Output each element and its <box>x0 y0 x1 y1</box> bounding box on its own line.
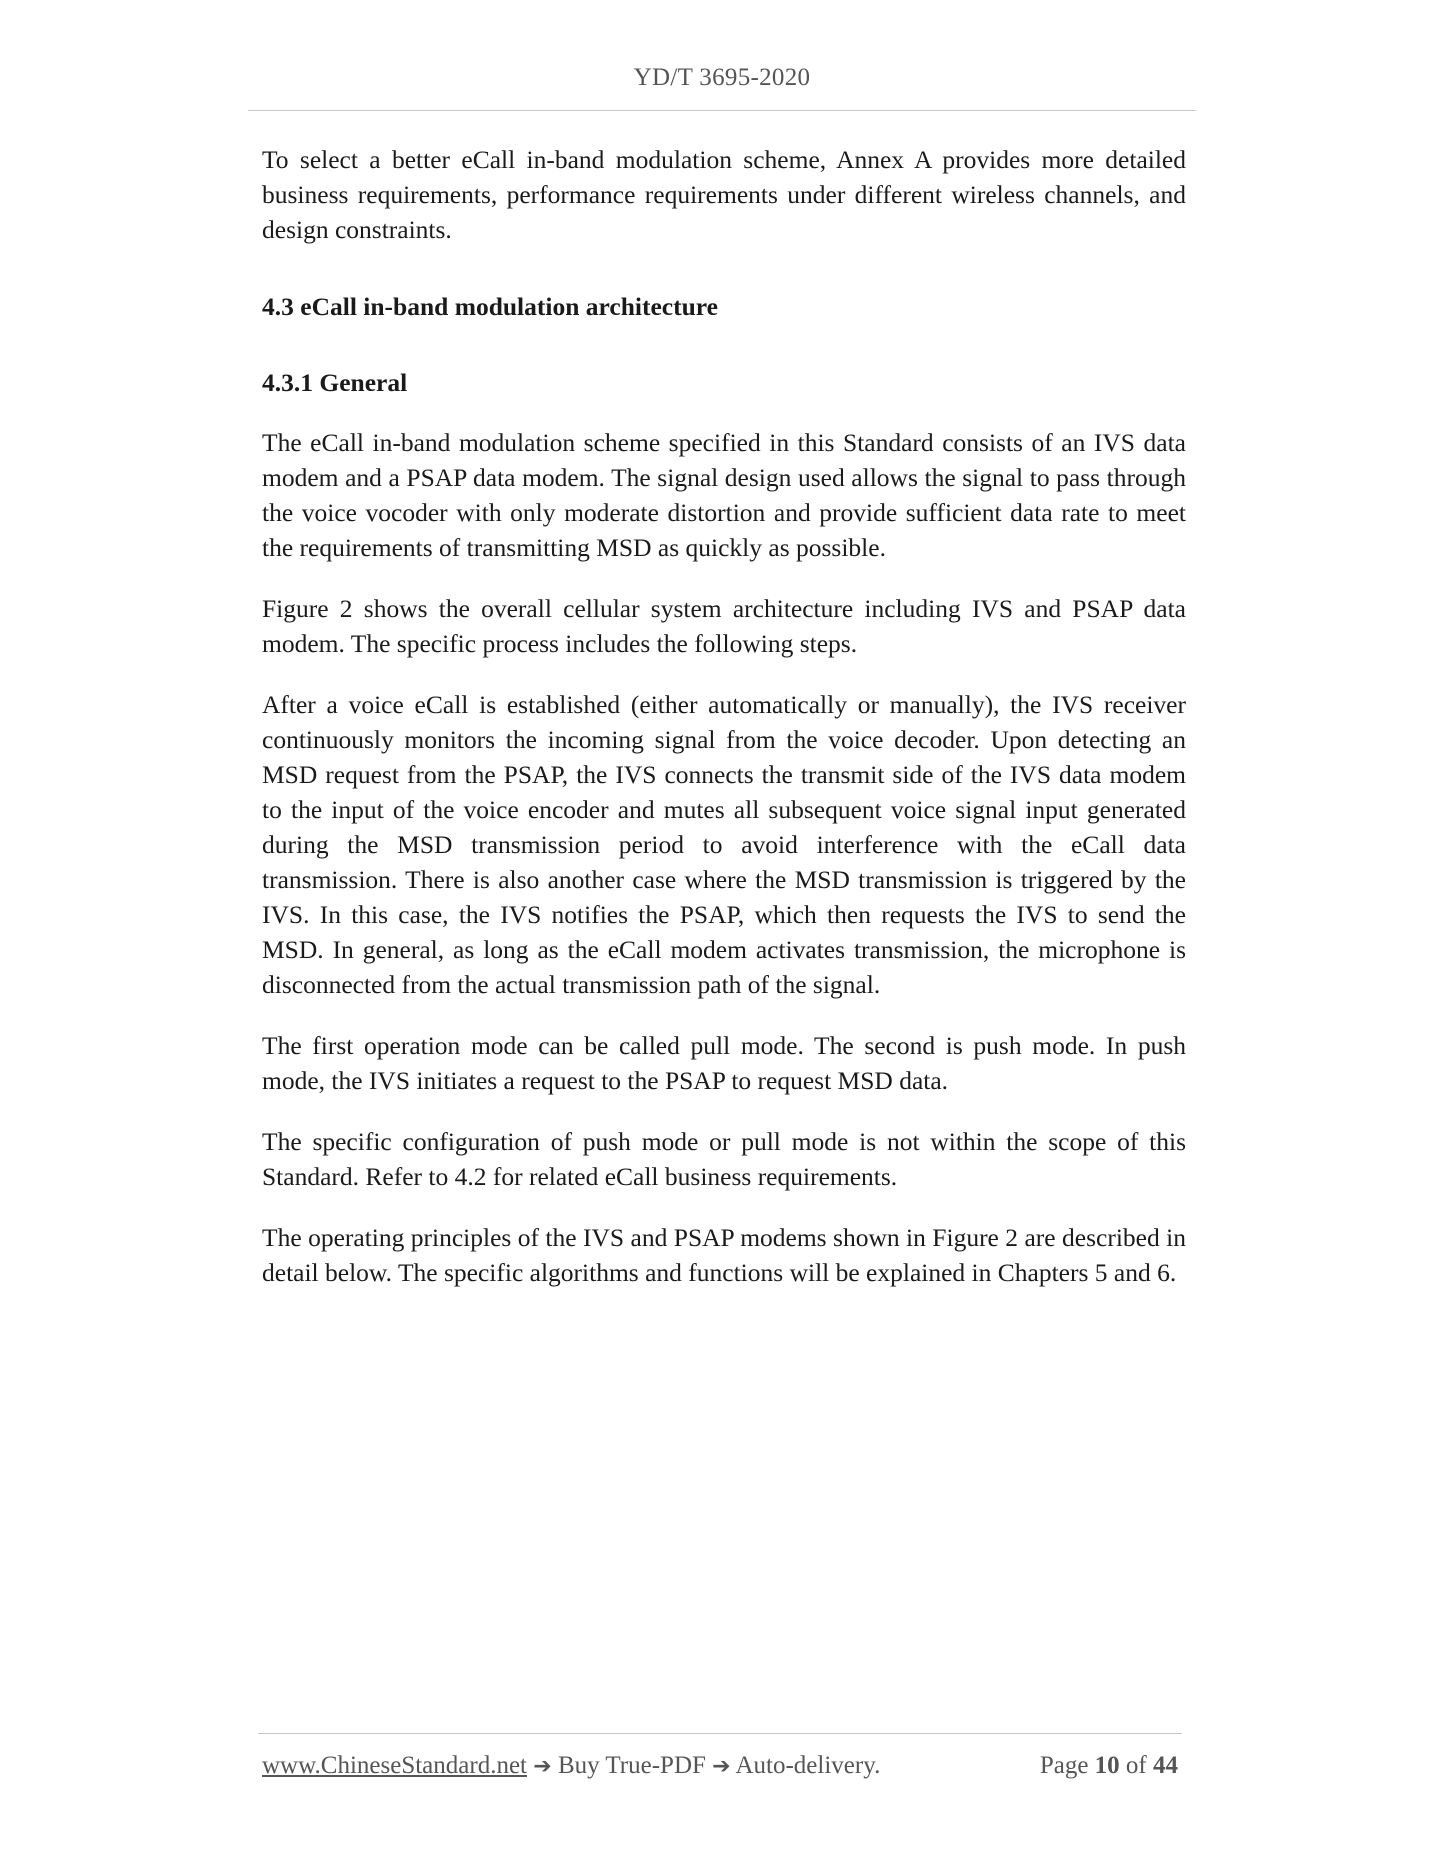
page-current: 10 <box>1094 1752 1120 1779</box>
page-content <box>262 142 1186 1316</box>
header-divider <box>248 110 1196 111</box>
intro-paragraph: To select a better eCall in-band modulation scheme, Annex A provides more detailed business requirements, performance requirements under different wireless channels, and design constraints. <box>262 145 1186 244</box>
subsection-heading: 4.3.1 General <box>262 368 408 397</box>
footer-promo <box>262 1752 880 1780</box>
delivery-text: Auto-delivery. <box>735 1752 881 1779</box>
right-arrow-icon: ➔ <box>712 1754 731 1779</box>
page-total: 44 <box>1153 1752 1178 1779</box>
footer-divider <box>258 1733 1182 1734</box>
page-label: Page <box>1039 1752 1089 1779</box>
body-paragraph: The first operation mode can be called pull mode. The second is push mode. In push mode, the IVS initiates a request to the PSAP to request MSD data. <box>262 1031 1186 1095</box>
body-paragraph: The eCall in-band modulation scheme specified in this Standard consists of an IVS data modem and a PSAP data modem. The signal design used allows the signal to pass through the voice vocoder with only moderate distortion and provide sufficient data rate to meet the requirements of transmitting MSD as quickly as possible. <box>262 428 1186 562</box>
right-arrow-icon: ➔ <box>533 1754 552 1779</box>
body-paragraph: Figure 2 shows the overall cellular system architecture including IVS and PSAP data modem. The specific process includes the following steps. <box>262 594 1186 658</box>
body-paragraph: After a voice eCall is established (either automatically or manually), the IVS receiver continuously monitors the incoming signal from the voice decoder. Upon detecting an MSD request from the PSAP, the IVS connects the transmit side of the IVS data modem to the input of the voice encoder and mutes all subsequent voice signal input generated during the MSD transmission period to avoid interference with the eCall data transmission. There is also another case where the MSD transmission is triggered by the IVS. In this case, the IVS notifies the PSAP, which then requests the IVS to send the MSD. In general, as long as the eCall modem activates transmission, the microphone is disconnected from the actual transmission path of the signal. <box>262 690 1186 999</box>
body-paragraph: The operating principles of the IVS and PSAP modems shown in Figure 2 are described in detail below. The specific algorithms and functions will be explained in Chapters 5 and 6. <box>262 1223 1186 1287</box>
page-number <box>1040 1752 1178 1780</box>
section-heading: 4.3 eCall in-band modulation architecture <box>262 292 718 321</box>
body-paragraph: The specific configuration of push mode or pull mode is not within the scope of this Standard. Refer to 4.2 for related eCall business requirements. <box>262 1127 1186 1191</box>
page-header: YD/T 3695-2020 <box>633 64 811 91</box>
buy-text: Buy True-PDF <box>557 1752 706 1779</box>
of-label: of <box>1125 1752 1147 1779</box>
site-link[interactable]: www.ChineseStandard.net <box>262 1752 527 1779</box>
